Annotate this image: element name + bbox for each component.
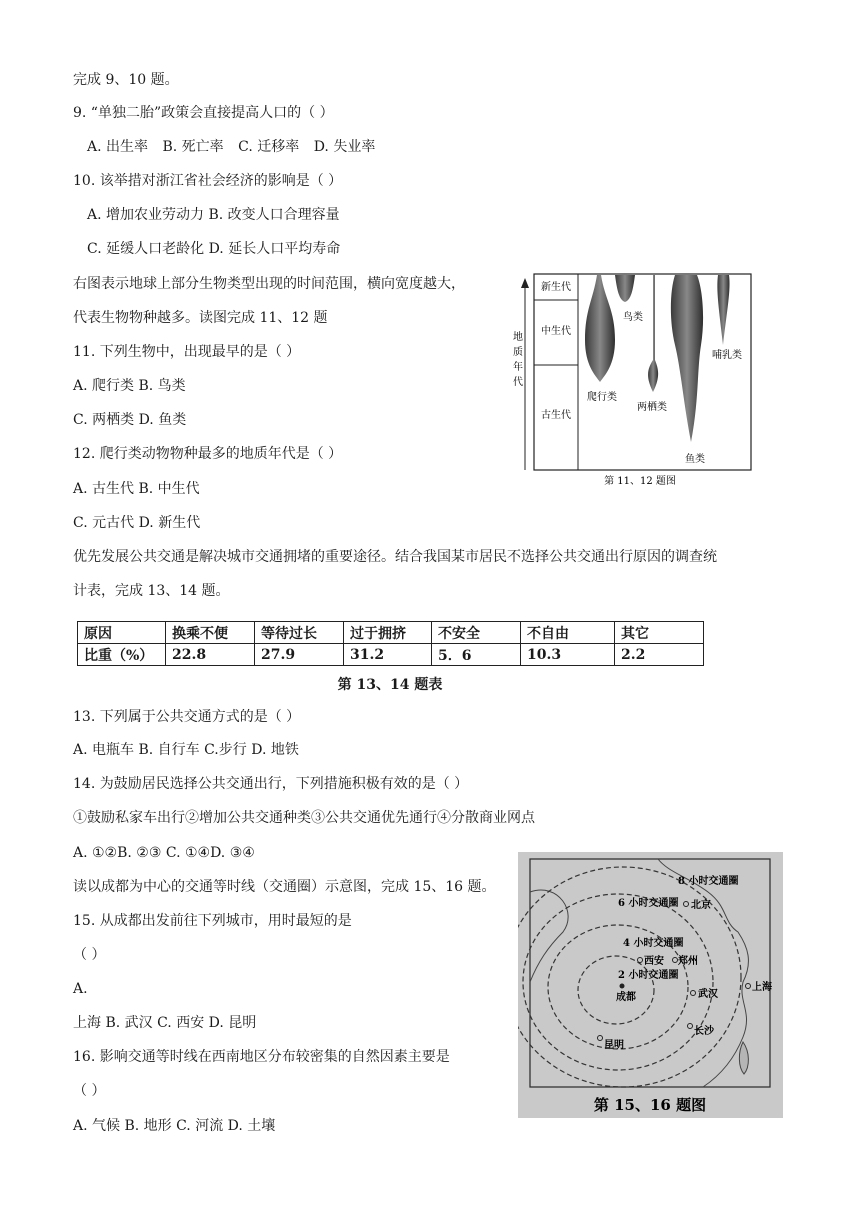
question-15-options: 上海 B. 武汉 C. 西安 D. 昆明 — [73, 1015, 257, 1031]
question-13-options: A. 电瓶车 B. 自行车 C.步行 D. 地铁 — [73, 742, 299, 758]
table-header-row — [78, 622, 704, 644]
question-12: 12. 爬行类动物物种最多的地质年代是（ ） — [73, 446, 343, 462]
city-chengdu: 成都 — [616, 992, 636, 1003]
label-fish: 鱼类 — [685, 454, 705, 465]
table-cell: 5．6 — [432, 644, 521, 666]
isochrone-map-figure — [518, 852, 783, 1118]
label-reptile: 爬行类 — [587, 392, 617, 403]
question-10-options-ab: A. 增加农业劳动力 B. 改变人口合理容量 — [87, 207, 340, 223]
label-bird: 鸟类 — [623, 312, 643, 323]
intro-11-12-line1: 右图表示地球上部分生物类型出现的时间范围，横向宽度越大， — [73, 276, 465, 292]
map-photo-background — [518, 852, 783, 1118]
table-row — [78, 644, 704, 666]
axis-label-char: 代 — [513, 377, 523, 388]
era-label-cenozoic: 新生代 — [541, 282, 571, 293]
table-cell: 过于拥挤 — [344, 622, 432, 644]
geologic-era-figure — [505, 270, 755, 490]
table-caption: 第 13、14 题表 — [337, 677, 443, 693]
city-kunming: 昆明 — [604, 1040, 624, 1051]
question-16-options: A. 气候 B. 地形 C. 河流 D. 土壤 — [73, 1118, 276, 1134]
mammal-range-shape — [717, 275, 729, 345]
label-mammal: 哺乳类 — [712, 350, 742, 361]
question-15-option-a-marker: A. — [73, 981, 88, 997]
ring-label: 2 小时交通圈 — [618, 970, 679, 981]
option: C. 迁移率 — [238, 139, 300, 155]
label-amphibian: 两栖类 — [637, 402, 667, 413]
question-10-options-cd: C. 延缓人口老龄化 D. 延长人口平均寿命 — [87, 241, 341, 257]
intro-11-12-line2: 代表生物物种越多。读图完成 11、12 题 — [73, 310, 328, 326]
figure-caption: 第 15、16 题图 — [593, 1096, 707, 1114]
option: A. 出生率 — [87, 139, 149, 155]
question-9-options — [87, 138, 385, 156]
question-15: 15. 从成都出发前往下列城市，用时最短的是 — [73, 913, 352, 929]
table-cell: 等待过长 — [255, 622, 344, 644]
city-shanghai: 上海 — [752, 982, 772, 993]
option: D. 失业率 — [313, 139, 376, 155]
intro-13-14-line1: 优先发展公共交通是解决城市交通拥堵的重要途径。结合我国某市居民不选择公共交通出行原因的调查统 — [73, 549, 717, 565]
city-xian: 西安 — [644, 956, 664, 967]
question-10: 10. 该举措对浙江省社会经济的影响是（ ） — [73, 173, 343, 189]
reptile-range-shape — [585, 275, 615, 382]
question-11: 11. 下列生物中，出现最早的是（ ） — [73, 344, 301, 360]
city-wuhan: 武汉 — [698, 989, 718, 1000]
question-15-paren: （ ） — [73, 947, 106, 963]
question-11-options-ab: A. 爬行类 B. 鸟类 — [73, 378, 186, 394]
question-14-options: A. ①②B. ②③ C. ①④D. ③④ — [73, 845, 255, 861]
ring-label: 8 小时交通圈 — [678, 876, 739, 887]
table-cell: 27.9 — [255, 644, 344, 666]
amphibian-range-shape — [648, 275, 658, 392]
city-zhengzhou: 郑州 — [678, 956, 698, 967]
table-cell: 22.8 — [166, 644, 255, 666]
question-13: 13. 下列属于公共交通方式的是（ ） — [73, 709, 301, 725]
era-label-mesozoic: 中生代 — [541, 326, 571, 337]
question-14-items: ①鼓励私家车出行②增加公共交通种类③公共交通优先通行④分散商业网点 — [73, 810, 535, 826]
era-label-paleozoic: 古生代 — [541, 410, 571, 421]
intro-13-14-line2: 计表，完成 13、14 题。 — [73, 583, 230, 599]
table-cell: 2.2 — [615, 644, 704, 666]
table-cell: 不安全 — [432, 622, 521, 644]
city-marker-icon — [620, 984, 625, 989]
table-cell: 31.2 — [344, 644, 432, 666]
bird-range-shape — [615, 275, 635, 302]
question-11-options-cd: C. 两栖类 D. 鱼类 — [73, 412, 187, 428]
table-cell: 原因 — [78, 622, 166, 644]
question-12-options-cd: C. 元古代 D. 新生代 — [73, 515, 201, 531]
question-14: 14. 为鼓励居民选择公共交通出行，下列措施积极有效的是（ ） — [73, 776, 469, 792]
ring-label: 6 小时交通圈 — [618, 898, 679, 909]
question-12-options-ab: A. 古生代 B. 中生代 — [73, 481, 200, 497]
fish-range-shape — [671, 275, 703, 442]
city-beijing: 北京 — [691, 900, 711, 911]
question-16-paren: （ ） — [73, 1083, 106, 1099]
axis-label-char: 年 — [513, 362, 523, 373]
table-cell: 不自由 — [521, 622, 615, 644]
survey-table — [77, 621, 704, 666]
option: B. 死亡率 — [162, 139, 224, 155]
table-cell: 换乘不便 — [166, 622, 255, 644]
city-changsha: 长沙 — [694, 1026, 714, 1037]
axis-arrow-icon — [521, 278, 529, 288]
table-cell: 10.3 — [521, 644, 615, 666]
ring-label: 4 小时交通圈 — [623, 938, 684, 949]
axis-label-char: 地 — [513, 332, 523, 343]
axis-label-char: 质 — [513, 347, 523, 358]
intro-9-10: 完成 9、10 题。 — [73, 72, 179, 88]
question-16: 16. 影响交通等时线在西南地区分布较密集的自然因素主要是 — [73, 1049, 450, 1065]
table-cell: 比重（%） — [78, 644, 166, 666]
table-cell: 其它 — [615, 622, 704, 644]
intro-15-16: 读以成都为中心的交通等时线（交通圈）示意图，完成 15、16 题。 — [73, 879, 496, 895]
figure-caption: 第 11、12 题图 — [604, 476, 676, 487]
question-9: 9. “单独二胎”政策会直接提高人口的（ ） — [73, 105, 334, 121]
